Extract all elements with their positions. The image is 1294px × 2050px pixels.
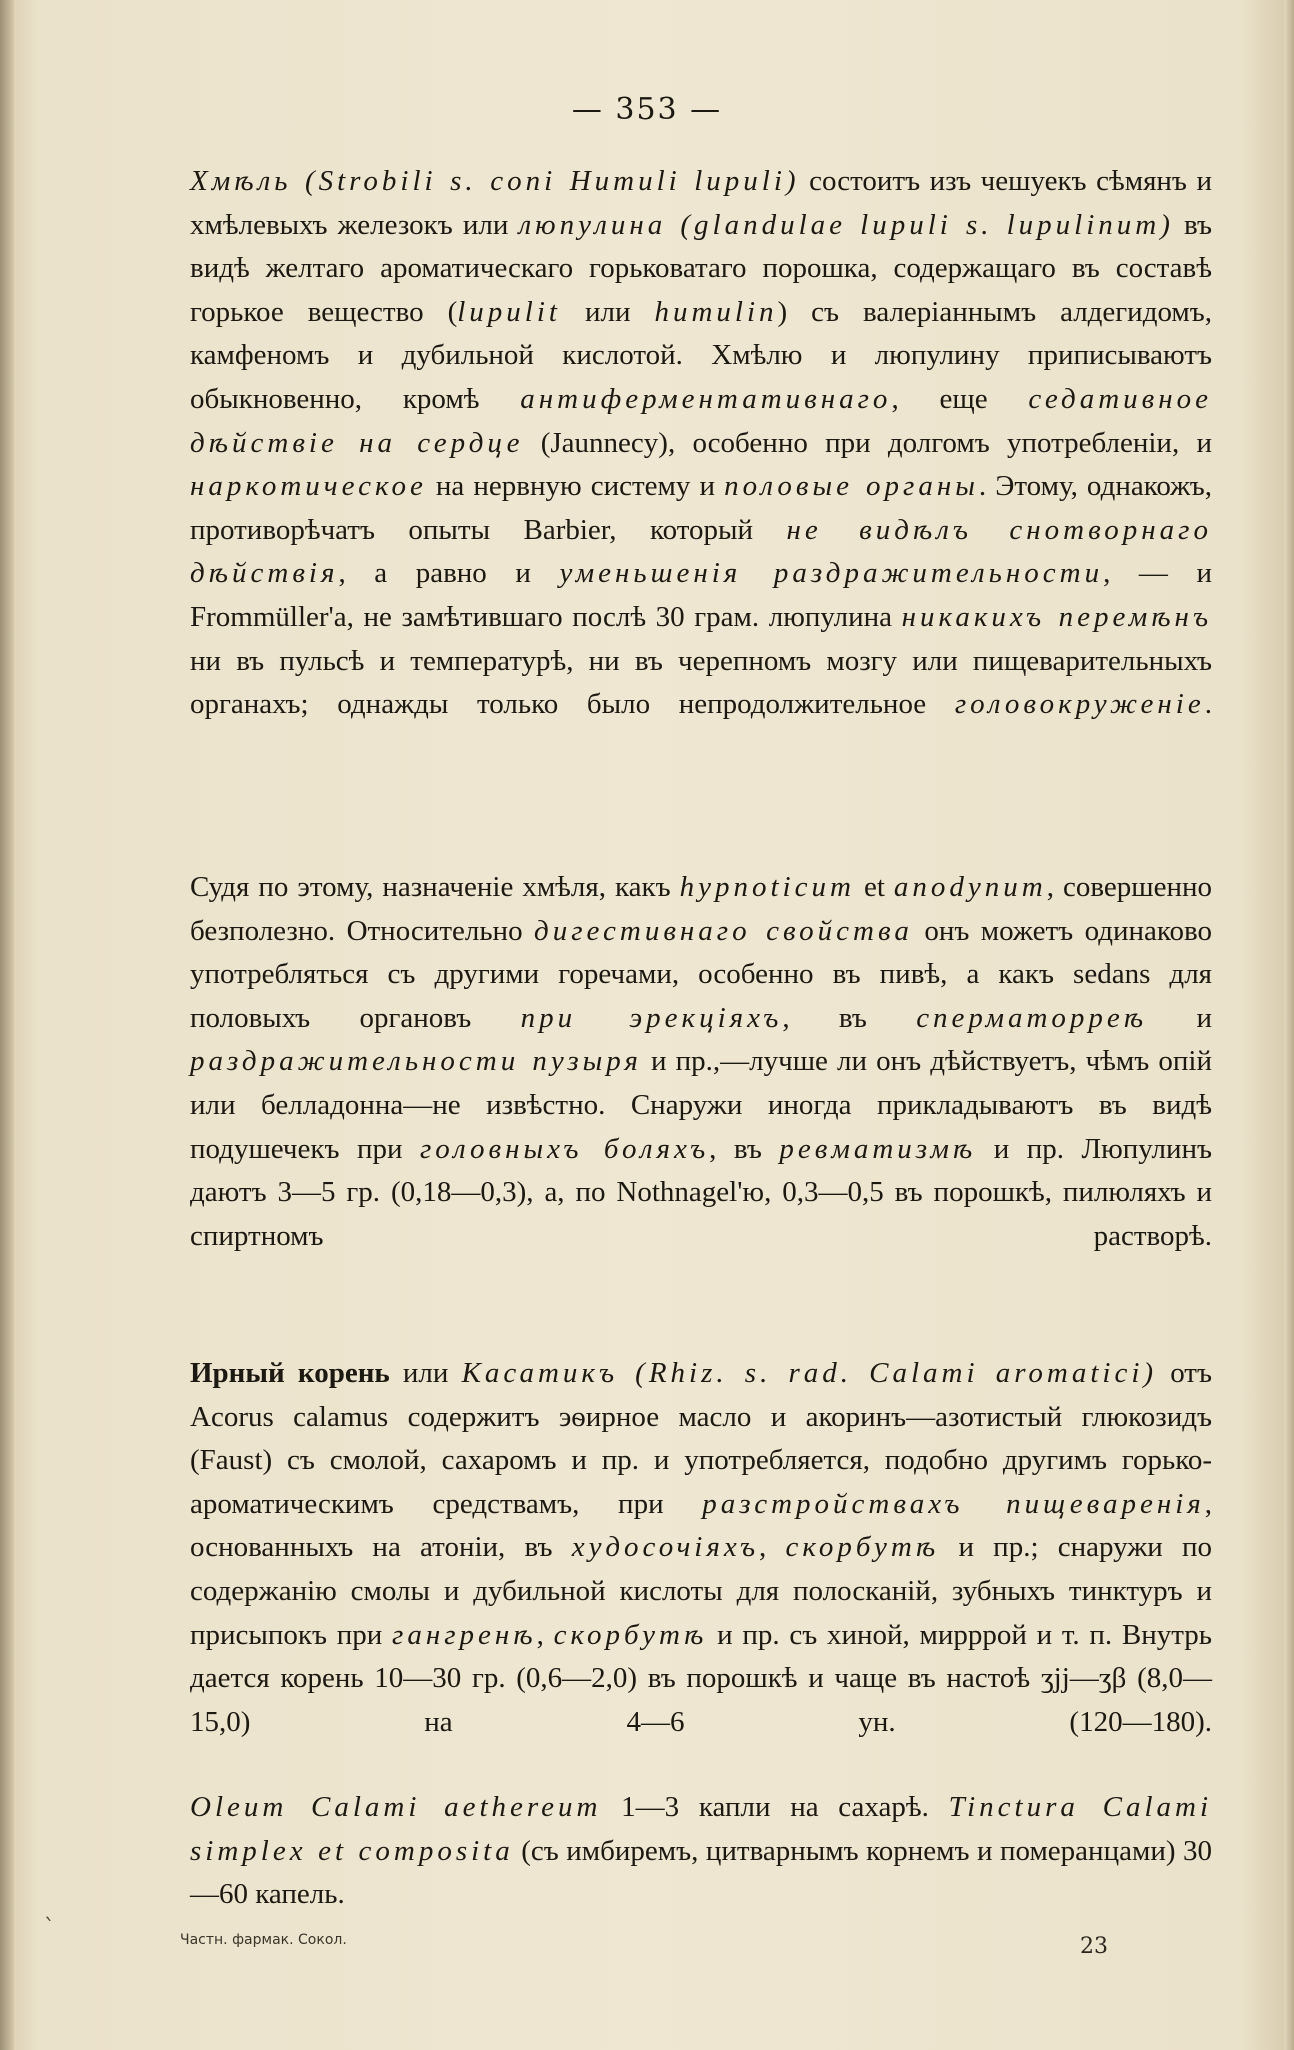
printer-signature: Частн. фармак. Сокол.: [180, 1932, 347, 1948]
paragraph-hops: [190, 160, 1212, 727]
italic-run: lupulit: [457, 295, 561, 328]
text-run: , совершенно безполезно. Относительно: [190, 871, 1212, 947]
italic-run: люпулина (glandulae lupuli s. lupulinum): [518, 208, 1174, 241]
italic-run: уменьшенія раздражительности: [559, 557, 1104, 590]
text-run: .: [1204, 688, 1212, 721]
text-run: отъ Acorus calamus содержитъ эѳирное масло и акоринъ—азотистый глюкозидъ (Faust) съ смолой, сахаромъ и пр. и употребляется, подобно другимъ горько-ароматическимъ средствамъ, при: [190, 1357, 1212, 1520]
text-run: , въ: [709, 1132, 780, 1165]
text-run: (Jaunnecy), особенно при долгомъ употребленіи, и: [523, 426, 1212, 459]
italic-run: Хмѣль (Strobili s. coni Humuli lupuli): [190, 165, 800, 197]
text-run: Судя по этому, назначеніе хмѣля, какъ: [190, 871, 680, 903]
italic-run: сперматорреѣ: [916, 1001, 1148, 1034]
text-run: въ видѣ желтаго ароматическаго горьковатаго порошка, содержащаго въ составѣ горькое вещество (: [190, 208, 1212, 328]
italic-run: наркотическое: [190, 470, 427, 503]
italic-run: скорбутѣ: [785, 1531, 940, 1564]
text-run: и пр. Люпулинъ даютъ 3—5 гр. (0,18—0,3), а, по Nothnagel'ю, 0,3—0,5 въ порошкѣ, пилюляхъ и спиртномъ растворѣ.: [190, 1132, 1213, 1252]
margin-mark: ˋ: [44, 1916, 55, 1941]
text-run: et: [854, 871, 894, 903]
italic-run: скорбутѣ: [553, 1618, 708, 1651]
paragraph-calamus: [190, 1352, 1212, 1744]
italic-run: гангренѣ: [392, 1618, 537, 1651]
italic-run: при эрекціяхъ: [520, 1001, 783, 1034]
text-run: , въ: [782, 1001, 917, 1034]
text-run: и: [1147, 1001, 1212, 1034]
text-run: ни въ пульсѣ и температурѣ, ни въ черепномъ мозгу или пищеварительныхъ органахъ; однажды только было непродолжительное: [190, 644, 1212, 721]
bold-run: Ирный корень: [190, 1357, 390, 1389]
text-run: и пр.; снаружи по содержанію смолы и дубильной кислоты для полосканій, зубныхъ тинктуръ и присыпокъ при: [190, 1531, 1213, 1651]
text-run: ) съ валеріаннымъ алдегидомъ, камфеномъ и дубильной кислотой. Хмѣлю и люпулину приписываютъ обыкновенно, кромѣ: [190, 295, 1213, 415]
text-run: , — и Frommüller'а, не замѣтившаго послѣ 30 грам. люпулина: [190, 557, 1212, 633]
italic-run: Tinctura Calami simplex et composita: [190, 1791, 1212, 1867]
text-run: , основанныхъ на атоніи, въ: [190, 1487, 1212, 1564]
italic-run: дигестивнаго свойства: [534, 914, 913, 947]
italic-run: никакихъ перемѣнъ: [901, 600, 1212, 633]
text-run: . Этому, однакожъ, противорѣчатъ опыты Barbier, который: [190, 470, 1213, 546]
italic-run: худосочіяхъ: [571, 1531, 760, 1564]
italic-run: ревматизмѣ: [779, 1132, 977, 1165]
text-run: или: [560, 295, 655, 328]
italic-run: раздражительности пузыря: [190, 1045, 642, 1078]
italic-run: anodynum: [893, 871, 1047, 903]
text-run: , а равно и: [338, 557, 560, 590]
text-run: ,: [759, 1531, 786, 1564]
italic-run: разстройствахъ пищеваренія: [702, 1487, 1205, 1520]
italic-run: Oleum Calami aethereum: [190, 1791, 602, 1823]
italic-run: седативное дѣйствіе на сердце: [190, 382, 1212, 459]
text-run: 1—3 капли на сахарѣ.: [601, 1791, 949, 1823]
italic-run: головокруженіе: [954, 688, 1205, 721]
book-spine-shadow: [0, 0, 14, 2050]
text-run: или: [389, 1357, 462, 1389]
text-run: ,: [536, 1618, 554, 1651]
italic-run: humulin: [654, 295, 778, 328]
text-run: , еще: [891, 382, 1029, 415]
page-edge: [1284, 0, 1294, 2050]
text-run: состоитъ изъ чешуекъ сѣмянъ и хмѣлевыхъ железокъ или: [190, 165, 1213, 241]
italic-run: не видѣлъ снотворнаго дѣйствія: [190, 513, 1212, 590]
italic-run: головныхъ боляхъ: [419, 1132, 710, 1165]
text-run: онъ можетъ одинаково употребляться съ другими горечами, особенно въ пивѣ, а какъ sedans для половыхъ органовъ: [190, 914, 1213, 1034]
sheet-number: 23: [1080, 1934, 1108, 1959]
italic-run: Касатикъ (Rhiz. s. rad. Calami aromatici): [461, 1357, 1158, 1389]
paragraph-calamus-preparations: [190, 1786, 1212, 1917]
text-run: и пр. съ хиной, мирррой и т. п. Внутрь дается корень 10—30 гр. (0,6—2,0) въ порошкѣ и чаще въ настоѣ ʒjj—ʒβ (8,0—15,0) на 4—6 ун. (120—180).: [190, 1618, 1212, 1738]
page-number: — 353 —: [571, 92, 723, 127]
italic-run: hypnoticum: [679, 871, 855, 903]
text-run: и пр.,—лучше ли онъ дѣйствуетъ, чѣмъ опій или белладонна—не извѣстно. Снаружи иногда прикладываютъ въ видѣ подушечекъ при: [190, 1045, 1212, 1165]
paragraph-hops-usage: [190, 866, 1212, 1258]
text-run: на нервную систему и: [426, 470, 725, 503]
italic-run: половые органы: [724, 470, 979, 503]
italic-run: антиферментативнаго: [520, 382, 892, 415]
text-run: (съ имбиремъ, цитварнымъ корнемъ и померанцами) 30—60 капель.: [190, 1834, 1212, 1911]
